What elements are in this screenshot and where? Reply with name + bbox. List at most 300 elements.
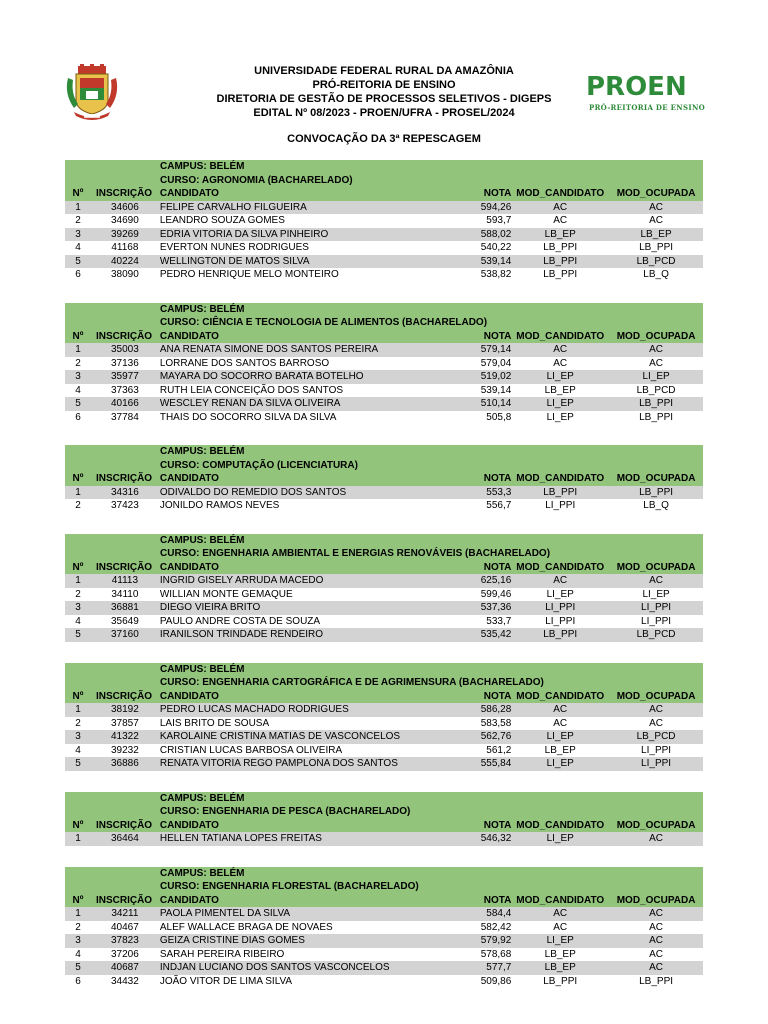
table-row xyxy=(65,486,703,500)
cell-number: 5 xyxy=(75,398,81,409)
cell-inscricao: 36886 xyxy=(110,758,139,769)
col-mod-ocupada: MOD_OCUPADA xyxy=(616,473,696,484)
cell-mod-candidato: AC xyxy=(553,704,568,715)
section-header xyxy=(65,160,703,201)
cell-number: 2 xyxy=(75,357,81,369)
column-header-row xyxy=(65,330,703,344)
cell-mod-ocupada: AC xyxy=(649,717,664,729)
cell-nota: 586,28 xyxy=(480,704,512,715)
cell-nota: 555,84 xyxy=(480,758,512,769)
cell-nota: 577,7 xyxy=(486,962,512,973)
cell-mod-ocupada: AC xyxy=(649,921,664,933)
cell-candidato: INGRID GISELY ARRUDA MACEDO xyxy=(159,575,324,586)
cell-nota: 584,4 xyxy=(486,908,512,919)
cell-candidato: MAYARA DO SOCORRO BARATA BOTELHO xyxy=(159,371,364,382)
col-nota: NOTA xyxy=(483,473,512,484)
cell-number: 5 xyxy=(75,758,81,769)
directorate: DIRETORIA DE GESTÃO DE PROCESSOS SELETIVOS - DIGEPS xyxy=(216,93,552,105)
col-mod-ocupada: MOD_OCUPADA xyxy=(616,819,696,831)
cell-candidato: INDJAN LUCIANO DOS SANTOS VASCONCELOS xyxy=(159,962,390,973)
cell-nota: 588,02 xyxy=(480,228,512,240)
cell-mod-candidato: LB_EP xyxy=(544,948,576,960)
cell-mod-candidato: LB_PPI xyxy=(543,486,578,498)
cell-mod-ocupada: LB_PCD xyxy=(636,731,676,742)
cell-mod-candidato: LB_EP xyxy=(544,384,576,396)
cell-mod-ocupada: LB_EP xyxy=(640,228,672,240)
cell-number: 6 xyxy=(75,269,81,280)
cell-nota: 556,7 xyxy=(486,500,512,511)
cell-candidato: LAIS BRITO DE SOUSA xyxy=(159,717,270,729)
table-row xyxy=(65,201,703,215)
cell-nota: 509,86 xyxy=(480,975,512,987)
col-inscricao: INSCRIÇÃO xyxy=(95,690,153,702)
cell-mod-candidato: LB_PPI xyxy=(543,975,578,987)
cell-number: 3 xyxy=(75,731,81,742)
cell-mod-ocupada: LB_PPI xyxy=(639,411,674,423)
cell-mod-candidato: AC xyxy=(553,717,568,729)
cell-inscricao: 34211 xyxy=(111,908,139,919)
cell-mod-ocupada: AC xyxy=(649,948,664,960)
cell-nota: 505,8 xyxy=(486,411,512,423)
cell-mod-ocupada: LI_EP xyxy=(642,588,670,600)
campus-label: CAMPUS: BELÉM xyxy=(160,446,245,457)
cell-candidato: ODIVALDO DO REMEDIO DOS SANTOS xyxy=(159,486,347,498)
col-candidato: CANDIDATO xyxy=(159,473,219,484)
cell-candidato: ALEF WALLACE BRAGA DE NOVAES xyxy=(159,921,333,933)
cell-inscricao: 38192 xyxy=(110,704,139,715)
table-row xyxy=(65,717,703,731)
cell-candidato: SARAH PEREIRA RIBEIRO xyxy=(159,948,285,960)
cell-inscricao: 40687 xyxy=(110,962,139,973)
col-inscricao: INSCRIÇÃO xyxy=(95,188,153,199)
section-header xyxy=(65,534,703,575)
cell-candidato: PAOLA PIMENTEL DA SILVA xyxy=(159,908,291,919)
proen-logo-subtitle: PRÓ-REITORIA DE ENSINO xyxy=(589,103,706,112)
cell-nota: 546,32 xyxy=(480,833,512,844)
cell-mod-ocupada: AC xyxy=(649,935,664,946)
table-row xyxy=(65,588,703,602)
cell-mod-ocupada: LB_PCD xyxy=(636,384,676,396)
cell-mod-candidato: LI_EP xyxy=(546,935,574,946)
col-number: Nº xyxy=(72,690,84,702)
campus-label: CAMPUS: BELÉM xyxy=(160,663,245,675)
campus-label: CAMPUS: BELÉM xyxy=(160,867,245,879)
cell-mod-candidato: LI_EP xyxy=(546,758,574,769)
cell-mod-ocupada: LB_PCD xyxy=(636,255,676,267)
table-row xyxy=(65,832,703,846)
cell-nota: 533,7 xyxy=(486,615,512,627)
cell-inscricao: 40467 xyxy=(110,921,139,933)
col-nota: NOTA xyxy=(483,330,512,342)
col-nota: NOTA xyxy=(483,690,512,702)
cell-mod-candidato: LB_PPI xyxy=(543,269,578,280)
cell-nota: 519,02 xyxy=(480,371,512,382)
section-header xyxy=(65,792,703,833)
cell-mod-ocupada: LI_PPI xyxy=(641,744,672,756)
table-row xyxy=(65,499,703,513)
cell-nota: 579,14 xyxy=(480,344,512,355)
table-row xyxy=(65,241,703,255)
cell-number: 1 xyxy=(75,833,81,844)
cell-nota: 538,82 xyxy=(480,269,512,280)
cell-inscricao: 34316 xyxy=(110,486,139,498)
campus-label: CAMPUS: BELÉM xyxy=(160,161,245,172)
col-nota: NOTA xyxy=(483,819,512,831)
cell-mod-ocupada: LB_PPI xyxy=(639,398,674,409)
cell-number: 1 xyxy=(75,486,81,498)
col-inscricao: INSCRIÇÃO xyxy=(95,894,153,906)
table-row xyxy=(65,615,703,629)
table-row xyxy=(65,411,703,425)
cell-nota: 599,46 xyxy=(480,588,512,600)
cell-inscricao: 37136 xyxy=(110,357,139,369)
section-header xyxy=(65,445,703,486)
course-label: CURSO: COMPUTAÇÃO (LICENCIATURA) xyxy=(160,459,358,471)
cell-number: 2 xyxy=(75,921,81,933)
cell-mod-candidato: LI_PPI xyxy=(545,602,576,613)
cell-mod-candidato: LI_EP xyxy=(546,411,574,423)
cell-candidato: WILLIAN MONTE GEMAQUE xyxy=(159,588,293,600)
cell-number: 1 xyxy=(75,908,81,919)
cell-candidato: PEDRO LUCAS MACHADO RODRIGUES xyxy=(159,704,349,715)
cell-number: 4 xyxy=(75,948,81,960)
cell-mod-candidato: AC xyxy=(553,921,568,933)
cell-mod-candidato: LB_EP xyxy=(544,744,576,756)
cell-number: 6 xyxy=(75,411,81,423)
cell-inscricao: 36881 xyxy=(110,602,139,613)
course-label: CURSO: ENGENHARIA DE PESCA (BACHARELADO) xyxy=(160,806,411,817)
cell-candidato: JOÃO VITOR DE LIMA SILVA xyxy=(159,975,293,987)
cell-number: 4 xyxy=(75,744,81,756)
cell-mod-candidato: AC xyxy=(553,215,568,226)
cell-candidato: LORRANE DOS SANTOS BARROSO xyxy=(159,357,330,369)
col-candidato: CANDIDATO xyxy=(159,894,219,906)
dean-office: PRÓ-REITORIA DE ENSINO xyxy=(312,79,456,91)
section-header xyxy=(65,867,703,908)
col-mod-ocupada: MOD_OCUPADA xyxy=(616,561,696,573)
table-row xyxy=(65,744,703,758)
cell-number: 1 xyxy=(75,575,81,586)
col-candidato: CANDIDATO xyxy=(159,330,219,342)
column-header-row xyxy=(65,690,703,704)
cell-number: 6 xyxy=(75,975,81,987)
cell-nota: 579,92 xyxy=(480,935,512,946)
course-label: CURSO: ENGENHARIA FLORESTAL (BACHARELADO) xyxy=(160,881,419,892)
cell-mod-ocupada: LI_PPI xyxy=(641,602,672,613)
cell-number: 2 xyxy=(75,215,81,226)
col-mod-ocupada: MOD_OCUPADA xyxy=(616,188,696,199)
cell-mod-candidato: AC xyxy=(553,344,568,355)
column-header-row xyxy=(65,472,703,486)
col-mod-candidato: MOD_CANDIDATO xyxy=(516,690,605,702)
campus-label: CAMPUS: BELÉM xyxy=(160,303,245,315)
cell-candidato: CRISTIAN LUCAS BARBOSA OLIVEIRA xyxy=(159,744,343,756)
cell-mod-ocupada: AC xyxy=(649,833,664,844)
course-section xyxy=(65,663,703,771)
cell-number: 5 xyxy=(75,962,81,973)
cell-candidato: JONILDO RAMOS NEVES xyxy=(159,500,280,511)
cell-mod-ocupada: AC xyxy=(649,962,664,973)
col-mod-candidato: MOD_CANDIDATO xyxy=(516,473,605,484)
cell-mod-ocupada: AC xyxy=(649,201,664,213)
table-row xyxy=(65,921,703,935)
col-nota: NOTA xyxy=(483,188,512,199)
cell-candidato: KAROLAINE CRISTINA MATIAS DE VASCONCELOS xyxy=(159,731,401,742)
cell-nota: 553,3 xyxy=(486,486,512,498)
cell-nota: 540,22 xyxy=(480,242,512,253)
course-label: CURSO: ENGENHARIA CARTOGRÁFICA E DE AGRIMENSURA (BACHARELADO) xyxy=(160,677,544,688)
cell-nota: 561,2 xyxy=(486,744,512,756)
cell-candidato: IRANILSON TRINDADE RENDEIRO xyxy=(159,629,324,640)
cell-candidato: EVERTON NUNES RODRIGUES xyxy=(159,242,309,253)
table-row xyxy=(65,934,703,948)
cell-mod-ocupada: LB_PCD xyxy=(636,629,676,640)
cell-mod-ocupada: LI_PPI xyxy=(641,758,672,769)
cell-inscricao: 37160 xyxy=(110,629,139,640)
table-row xyxy=(65,343,703,357)
cell-mod-ocupada: AC xyxy=(649,357,664,369)
cell-nota: 510,14 xyxy=(480,398,512,409)
cell-number: 3 xyxy=(75,371,81,382)
section-header xyxy=(65,303,703,344)
col-inscricao: INSCRIÇÃO xyxy=(95,473,153,484)
cell-mod-candidato: LI_EP xyxy=(546,833,574,844)
col-mod-candidato: MOD_CANDIDATO xyxy=(516,330,605,342)
course-section xyxy=(65,303,703,425)
col-candidato: CANDIDATO xyxy=(159,819,219,831)
cell-mod-candidato: LB_EP xyxy=(544,228,576,240)
table-row xyxy=(65,228,703,242)
cell-number: 1 xyxy=(75,704,81,715)
cell-inscricao: 37784 xyxy=(110,411,139,423)
cell-number: 2 xyxy=(75,717,81,729)
cell-candidato: PAULO ANDRE COSTA DE SOUZA xyxy=(159,615,321,627)
table-row xyxy=(65,574,703,588)
cell-nota: 562,76 xyxy=(480,731,512,742)
column-header-row xyxy=(65,561,703,575)
course-section xyxy=(65,792,703,846)
cell-inscricao: 34110 xyxy=(111,588,139,600)
cell-mod-ocupada: AC xyxy=(649,704,664,715)
table-row xyxy=(65,357,703,371)
cell-inscricao: 40166 xyxy=(110,398,139,409)
document-subtitle: CONVOCAÇÃO DA 3ª REPESCAGEM xyxy=(287,133,481,145)
col-inscricao: INSCRIÇÃO xyxy=(95,561,153,573)
table-row xyxy=(65,975,703,989)
cell-nota: 625,16 xyxy=(480,575,512,586)
cell-number: 5 xyxy=(75,255,81,267)
proen-logo xyxy=(586,72,706,114)
cell-number: 3 xyxy=(75,935,81,946)
cell-nota: 578,68 xyxy=(480,948,512,960)
table-row xyxy=(65,730,703,744)
column-header-row xyxy=(65,894,703,908)
col-number: Nº xyxy=(72,188,84,199)
cell-number: 1 xyxy=(75,344,81,355)
table-row xyxy=(65,384,703,398)
cell-mod-candidato: LI_EP xyxy=(546,588,574,600)
cell-mod-ocupada: LI_EP xyxy=(642,371,670,382)
cell-mod-candidato: LI_EP xyxy=(546,371,574,382)
course-label: CURSO: AGRONOMIA (BACHARELADO) xyxy=(160,174,353,186)
cell-mod-ocupada: AC xyxy=(649,215,664,226)
cell-mod-candidato: LI_EP xyxy=(546,731,574,742)
cell-number: 3 xyxy=(75,602,81,613)
cell-mod-candidato: AC xyxy=(553,357,568,369)
cell-inscricao: 37363 xyxy=(110,384,139,396)
edital-number: EDITAL Nº 08/2023 - PROEN/UFRA - PROSEL/2024 xyxy=(253,107,515,119)
col-inscricao: INSCRIÇÃO xyxy=(95,330,153,342)
campus-label: CAMPUS: BELÉM xyxy=(160,534,245,546)
cell-mod-ocupada: AC xyxy=(649,908,664,919)
column-header-row xyxy=(65,187,703,201)
cell-mod-ocupada: LB_Q xyxy=(643,500,669,511)
table-row xyxy=(65,907,703,921)
cell-inscricao: 37423 xyxy=(110,500,139,511)
table-row xyxy=(65,601,703,615)
cell-nota: 582,42 xyxy=(480,921,512,933)
table-row xyxy=(65,214,703,228)
cell-nota: 593,7 xyxy=(486,215,512,226)
cell-mod-candidato: LB_PPI xyxy=(543,242,578,253)
cell-number: 1 xyxy=(75,201,81,213)
cell-candidato: LEANDRO SOUZA GOMES xyxy=(159,215,285,226)
col-candidato: CANDIDATO xyxy=(159,561,219,573)
cell-candidato: PEDRO HENRIQUE MELO MONTEIRO xyxy=(159,269,339,280)
course-section xyxy=(65,534,703,642)
cell-inscricao: 34690 xyxy=(110,215,139,226)
cell-number: 4 xyxy=(75,242,81,253)
col-mod-candidato: MOD_CANDIDATO xyxy=(516,894,605,906)
cell-mod-ocupada: LB_Q xyxy=(643,269,669,280)
proen-logo-word: PROEN xyxy=(586,72,687,102)
cell-nota: 539,14 xyxy=(480,255,512,267)
cell-mod-ocupada: LB_PPI xyxy=(639,242,674,253)
table-row xyxy=(65,397,703,411)
course-section xyxy=(65,160,703,282)
cell-inscricao: 37823 xyxy=(110,935,139,946)
cell-inscricao: 41113 xyxy=(111,575,139,586)
course-label: CURSO: CIÊNCIA E TECNOLOGIA DE ALIMENTOS (BACHARELADO) xyxy=(160,317,488,328)
cell-nota: 539,14 xyxy=(480,384,512,396)
cell-inscricao: 39269 xyxy=(110,228,139,240)
cell-number: 4 xyxy=(75,615,81,627)
cell-mod-ocupada: LB_PPI xyxy=(639,975,674,987)
col-mod-candidato: MOD_CANDIDATO xyxy=(516,188,605,199)
table-row xyxy=(65,757,703,771)
col-number: Nº xyxy=(72,561,84,573)
cell-mod-candidato: LB_PPI xyxy=(543,629,578,640)
campus-label: CAMPUS: BELÉM xyxy=(160,792,245,804)
cell-candidato: THAIS DO SOCORRO SILVA DA SILVA xyxy=(159,411,337,423)
cell-candidato: GEIZA CRISTINE DIAS GOMES xyxy=(159,935,305,946)
university-name: UNIVERSIDADE FEDERAL RURAL DA AMAZÔNIA xyxy=(254,65,514,77)
cell-candidato: DIEGO VIEIRA BRITO xyxy=(159,602,261,613)
cell-nota: 594,26 xyxy=(480,201,512,213)
cell-mod-candidato: LB_EP xyxy=(544,962,576,973)
table-row xyxy=(65,961,703,975)
cell-number: 5 xyxy=(75,629,81,640)
cell-inscricao: 34432 xyxy=(110,975,139,987)
cell-candidato: WESCLEY RENAN DA SILVA OLIVEIRA xyxy=(159,398,341,409)
cell-mod-candidato: LI_PPI xyxy=(545,500,576,511)
cell-candidato: EDRIA VITORIA DA SILVA PINHEIRO xyxy=(159,228,329,240)
table-row xyxy=(65,948,703,962)
cell-nota: 583,58 xyxy=(480,717,512,729)
cell-mod-candidato: AC xyxy=(553,575,568,586)
col-mod-candidato: MOD_CANDIDATO xyxy=(516,819,605,831)
cell-nota: 537,36 xyxy=(480,602,512,613)
cell-mod-ocupada: AC xyxy=(649,344,664,355)
cell-inscricao: 41322 xyxy=(110,731,139,742)
cell-number: 4 xyxy=(75,384,81,396)
cell-number: 2 xyxy=(75,588,81,600)
cell-mod-ocupada: LB_PPI xyxy=(639,486,674,498)
cell-candidato: FELIPE CARVALHO FILGUEIRA xyxy=(159,201,307,213)
course-section xyxy=(65,867,703,989)
cell-nota: 579,04 xyxy=(480,357,512,369)
cell-inscricao: 41168 xyxy=(111,242,139,253)
cell-mod-candidato: LI_PPI xyxy=(545,615,576,627)
cell-inscricao: 35977 xyxy=(110,371,139,382)
table-row xyxy=(65,703,703,717)
course-label: CURSO: ENGENHARIA AMBIENTAL E ENERGIAS RENOVÁVEIS (BACHARELADO) xyxy=(160,548,551,559)
cell-nota: 535,42 xyxy=(480,629,512,640)
cell-inscricao: 40224 xyxy=(110,255,139,267)
column-header-row xyxy=(65,819,703,833)
col-mod-ocupada: MOD_OCUPADA xyxy=(616,894,696,906)
cell-inscricao: 37206 xyxy=(110,948,139,960)
cell-candidato: WELLINGTON DE MATOS SILVA xyxy=(159,255,310,267)
col-candidato: CANDIDATO xyxy=(159,690,219,702)
table-row xyxy=(65,370,703,384)
section-header xyxy=(65,663,703,704)
course-section xyxy=(65,445,703,513)
table-row xyxy=(65,268,703,282)
cell-candidato: ANA RENATA SIMONE DOS SANTOS PEREIRA xyxy=(159,344,379,355)
cell-mod-ocupada: AC xyxy=(649,575,664,586)
cell-inscricao: 34606 xyxy=(110,201,139,213)
col-number: Nº xyxy=(72,330,84,342)
table-row xyxy=(65,628,703,642)
cell-inscricao: 37857 xyxy=(110,717,139,729)
col-mod-ocupada: MOD_OCUPADA xyxy=(616,330,696,342)
col-number: Nº xyxy=(72,894,84,906)
cell-mod-candidato: AC xyxy=(553,908,568,919)
cell-number: 3 xyxy=(75,228,81,240)
col-nota: NOTA xyxy=(483,894,512,906)
table-row xyxy=(65,255,703,269)
cell-inscricao: 39232 xyxy=(110,744,139,756)
cell-mod-ocupada: LI_PPI xyxy=(641,615,672,627)
cell-candidato: HELLEN TATIANA LOPES FREITAS xyxy=(159,833,322,844)
cell-candidato: RENATA VITORIA REGO PAMPLONA DOS SANTOS xyxy=(159,758,398,769)
cell-mod-candidato: AC xyxy=(553,201,568,213)
col-inscricao: INSCRIÇÃO xyxy=(95,819,153,831)
cell-mod-candidato: LI_EP xyxy=(546,398,574,409)
cell-inscricao: 36464 xyxy=(110,833,139,844)
cell-inscricao: 35649 xyxy=(110,615,139,627)
cell-candidato: RUTH LEIA CONCEIÇÃO DOS SANTOS xyxy=(159,384,344,396)
col-number: Nº xyxy=(72,473,84,484)
results-sections xyxy=(65,160,703,1009)
cell-number: 2 xyxy=(75,500,81,511)
col-mod-candidato: MOD_CANDIDATO xyxy=(516,561,605,573)
cell-mod-candidato: LB_PPI xyxy=(543,255,578,267)
col-number: Nº xyxy=(72,819,84,831)
col-candidato: CANDIDATO xyxy=(159,188,219,199)
cell-inscricao: 35003 xyxy=(110,344,139,355)
